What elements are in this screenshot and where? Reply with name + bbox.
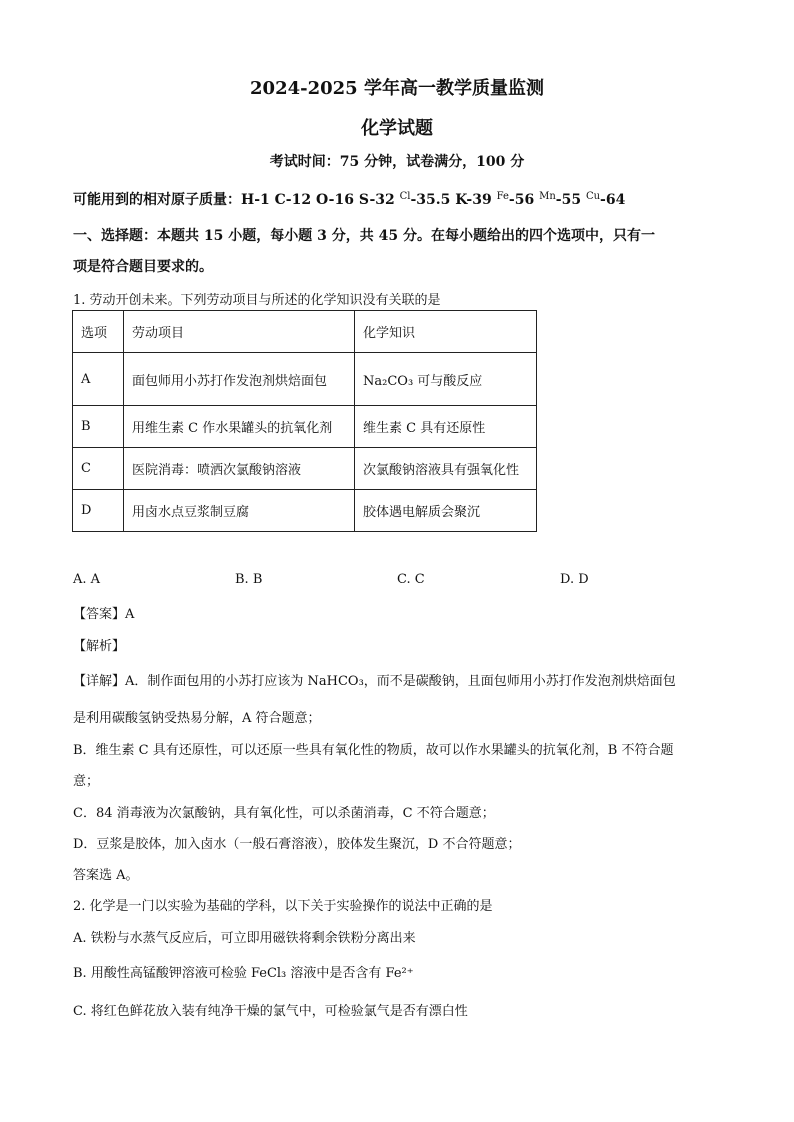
exam-title: 2024-2025 学年高一教学质量监测 [250, 78, 544, 99]
table-row [73, 448, 537, 490]
q1-conclusion: 答案选 A。 [73, 868, 139, 883]
q2-option-b: B. 用酸性高锰酸钾溶液可检验 FeCl₃ 溶液中是否含有 Fe²⁺ [73, 966, 414, 981]
q1-answer: 【答案】A [73, 607, 135, 622]
q1-detail-line3: B．维生素 C 具有还原性，可以还原一些具有氧化性的物质，故可以作水果罐头的抗氧化剂，B 不符合题 [73, 743, 674, 758]
q1-detail-line4: 意； [73, 774, 100, 789]
row-labor: 用卤水点豆浆制豆腐 [124, 490, 355, 532]
element-fe: Fe [496, 191, 509, 202]
row-labor: 医院消毒：喷洒次氯酸钠溶液 [124, 448, 355, 490]
row-option: B [73, 406, 124, 448]
row-labor: 用维生素 C 作水果罐头的抗氧化剂 [124, 406, 355, 448]
q2-option-a: A. 铁粉与水蒸气反应后，可立即用磁铁将剩余铁粉分离出来 [73, 931, 416, 946]
value-cl: -35.5 K-39 [410, 192, 492, 208]
atomic-mass-label: 可能用到的相对原子质量：H-1 C-12 O-16 S-32 [73, 192, 395, 208]
row-knowledge: Na₂CO₃ 可与酸反应 [355, 353, 537, 406]
q1-stem: 1. 劳动开创未来。下列劳动项目与所述的化学知识没有关联的是 [73, 293, 441, 308]
table-row [73, 406, 537, 448]
element-mn: Mn [539, 191, 556, 202]
row-knowledge: 胶体遇电解质会聚沉 [355, 490, 537, 532]
subject-title: 化学试题 [361, 118, 433, 139]
row-knowledge: 维生素 C 具有还原性 [355, 406, 537, 448]
row-option: D [73, 490, 124, 532]
table-row [73, 490, 537, 532]
q1-option-d: D. D [560, 572, 589, 587]
header-knowledge: 化学知识 [355, 311, 537, 353]
q1-option-a: A. A [73, 572, 101, 587]
q1-detail-line6: D．豆浆是胶体，加入卤水（一般石膏溶液），胶体发生聚沉，D 不合符题意； [73, 837, 521, 852]
element-cl: Cl [399, 191, 411, 202]
section-heading-line1: 一、选择题：本题共 15 小题，每小题 3 分，共 45 分。在每小题给出的四个选项中，只有一 [73, 228, 655, 244]
row-labor: 面包师用小苏打作发泡剂烘焙面包 [124, 353, 355, 406]
q1-detail-line1: 【详解】A．制作面包用的小苏打应该为 NaHCO₃，而不是碳酸钠，且面包师用小苏打作发泡剂烘焙面包 [73, 674, 676, 689]
q1-detail-line5: C．84 消毒液为次氯酸钠，具有氧化性，可以杀菌消毒，C 不符合题意； [73, 806, 495, 821]
q1-analysis-label: 【解析】 [73, 639, 126, 654]
element-cu: Cu [585, 191, 601, 202]
value-fe: -56 [508, 192, 535, 208]
q2-stem: 2. 化学是一门以实验为基础的学科，以下关于实验操作的说法中正确的是 [73, 899, 493, 914]
header-option: 选项 [73, 311, 124, 353]
q2-option-c: C. 将红色鲜花放入装有纯净干燥的氯气中，可检验氯气是否有漂白性 [73, 1004, 468, 1019]
value-cu: -64 [600, 192, 626, 208]
row-knowledge: 次氯酸钠溶液具有强氧化性 [355, 448, 537, 490]
q1-table [72, 310, 537, 532]
q1-option-b: B. B [235, 572, 263, 587]
row-option: A [73, 353, 124, 406]
atomic-mass-line [73, 189, 625, 209]
q1-option-c: C. C [397, 572, 425, 587]
table-row [73, 353, 537, 406]
header-labor: 劳动项目 [124, 311, 355, 353]
row-option: C [73, 448, 124, 490]
section-heading-line2: 项是符合题目要求的。 [73, 259, 213, 275]
q1-detail-line2: 是利用碳酸氢钠受热易分解，A 符合题意； [73, 711, 321, 726]
table-header-row [73, 311, 537, 353]
exam-info: 考试时间：75 分钟，试卷满分，100 分 [269, 154, 525, 170]
value-mn: -55 [555, 192, 582, 208]
